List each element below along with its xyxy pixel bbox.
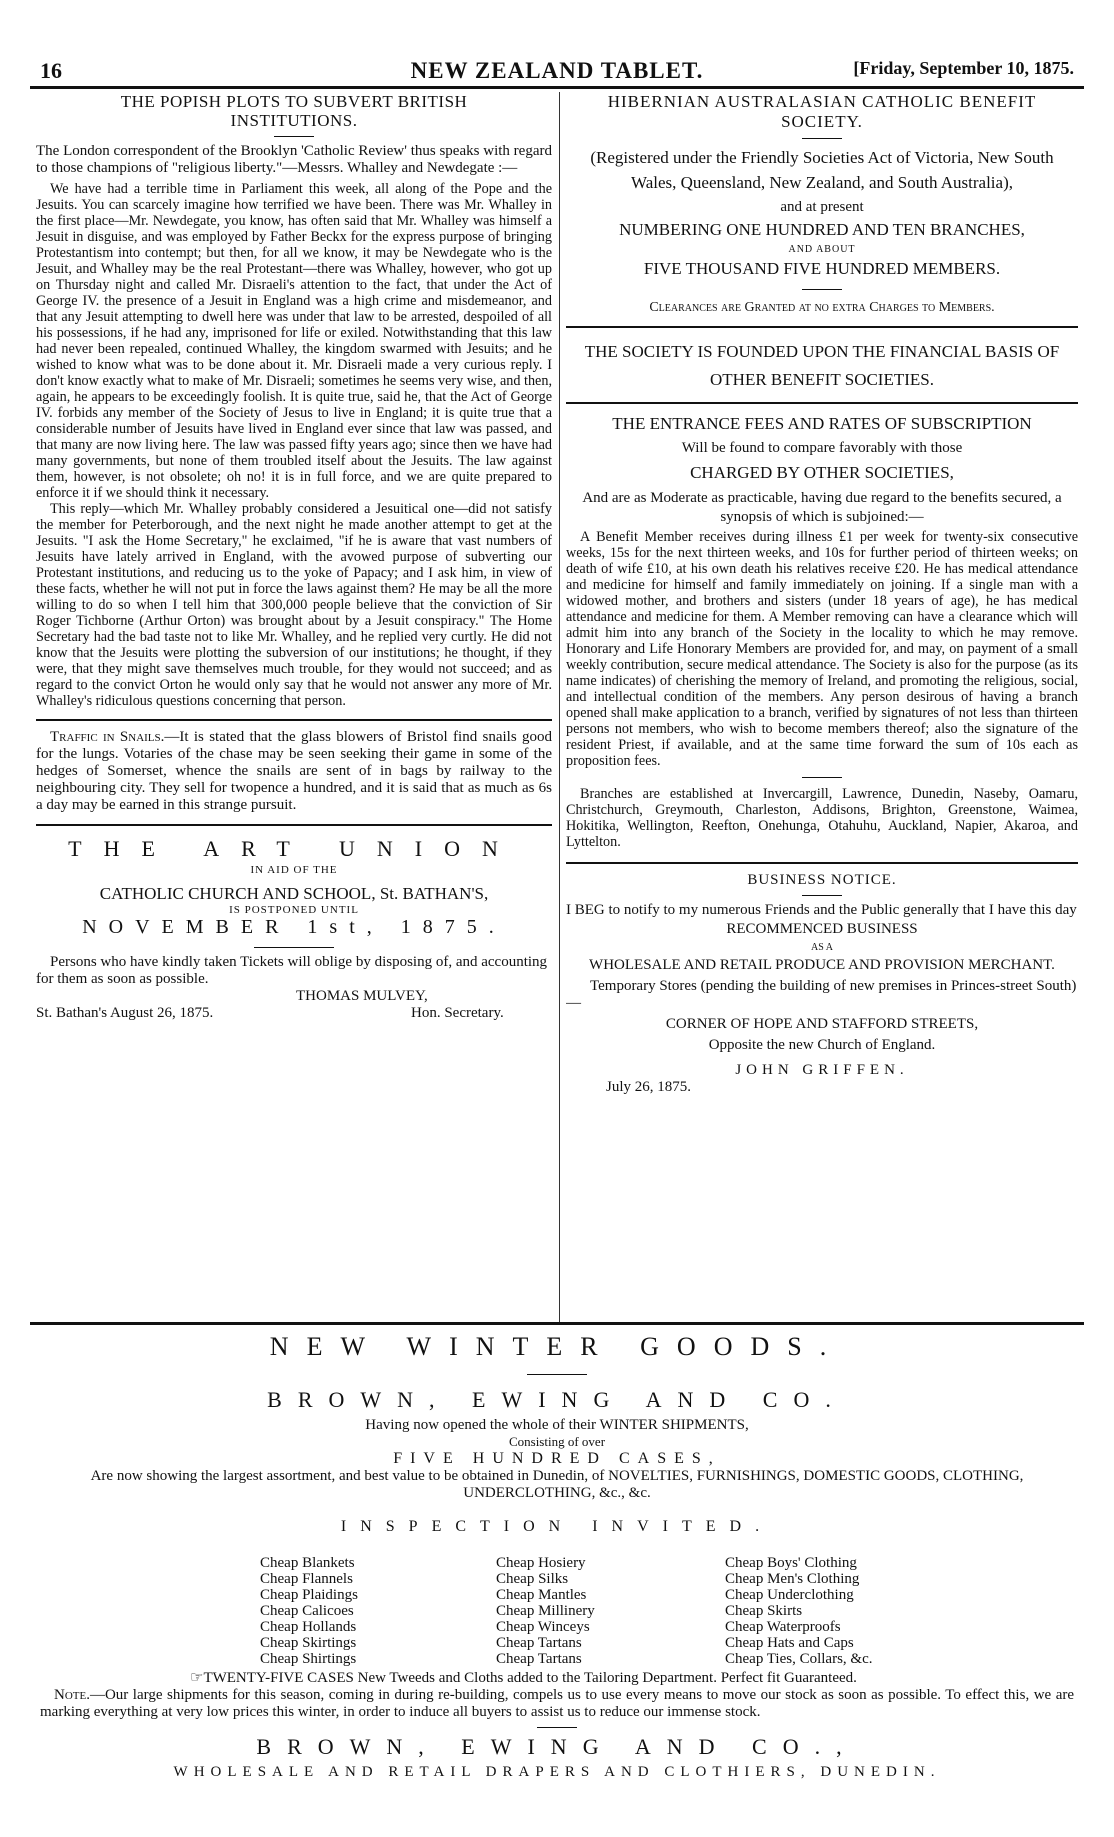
winter-firm-2: BROWN, EWING AND CO., bbox=[256, 1734, 858, 1759]
hibernian-compare: Will be found to compare favorably with those bbox=[681, 440, 963, 456]
business-intro: I BEG to notify to my numerous Friends and the Public generally that I have this day bbox=[566, 902, 1077, 918]
business-corner: CORNER OF HOPE AND STAFFORD STREETS, bbox=[665, 1016, 979, 1032]
business-notice-ad bbox=[566, 872, 1078, 1096]
pointing-hand-icon: ☞ bbox=[190, 1670, 204, 1686]
list-item: Cheap Hosiery bbox=[496, 1555, 586, 1571]
winter-note bbox=[40, 1687, 1074, 1721]
art-union-footer bbox=[36, 1005, 552, 1022]
list-item: Cheap Underclothing bbox=[725, 1587, 854, 1603]
winter-tweeds bbox=[40, 1670, 1074, 1687]
list-item: Cheap Hats and Caps bbox=[725, 1635, 854, 1651]
goods-column-2 bbox=[496, 1555, 706, 1667]
winter-consisting: Consisting of over bbox=[508, 1434, 606, 1449]
business-rule bbox=[566, 862, 1078, 864]
list-item: Cheap Men's Clothing bbox=[725, 1571, 860, 1587]
hibernian-moderate: And are as Moderate as practicable, having due regard to the benefits secured, a synopsis of which is subjoined:— bbox=[582, 490, 1062, 525]
hibernian-entrance: THE ENTRANCE FEES AND RATES OF SUBSCRIPTION bbox=[612, 414, 1032, 433]
hibernian-clearances: Clearances are Granted at no extra Charges to Members. bbox=[649, 300, 995, 315]
hibernian-rule-2 bbox=[566, 402, 1078, 404]
art-union-signer: THOMAS MULVEY, bbox=[296, 988, 428, 1004]
hibernian-founded: THE SOCIETY IS FOUNDED UPON THE FINANCIAL BASIS OF OTHER BENEFIT SOCIETIES. bbox=[584, 342, 1060, 389]
business-signer: JOHN GRIFFEN. bbox=[735, 1062, 909, 1078]
winter-separator bbox=[527, 1374, 587, 1375]
list-item: Cheap Skirts bbox=[725, 1603, 803, 1619]
art-union-place-date: St. Bathan's August 26, 1875. bbox=[36, 1005, 214, 1021]
list-item: Cheap Millinery bbox=[496, 1603, 595, 1619]
art-union-postponed: IS POSTPONED UNTIL bbox=[229, 904, 359, 916]
article-rule bbox=[36, 719, 552, 721]
business-as-a: AS A bbox=[811, 942, 833, 953]
list-item: Cheap Ties, Collars, &c. bbox=[725, 1651, 873, 1667]
hibernian-separator-2 bbox=[802, 289, 842, 290]
winter-note-lead: Note. bbox=[54, 1687, 90, 1703]
snails-lead: Traffic in Snails. bbox=[50, 729, 165, 745]
popish-title: THE POPISH PLOTS TO SUBVERT BRITISH INSTITUTIONS. bbox=[120, 92, 468, 130]
hibernian-and-about: AND ABOUT bbox=[788, 244, 856, 255]
winter-cases: FIVE HUNDRED CASES, bbox=[393, 1450, 721, 1467]
list-item: Cheap Waterproofs bbox=[725, 1619, 841, 1635]
business-trade: WHOLESALE AND RETAIL PRODUCE AND PROVISION MERCHANT. bbox=[589, 957, 1055, 973]
business-date: July 26, 1875. bbox=[606, 1079, 692, 1095]
title-separator bbox=[274, 136, 314, 137]
list-item: Cheap Flannels bbox=[260, 1571, 353, 1587]
hibernian-body: A Benefit Member receives during illness £1 per week for twenty-six consecutive weeks, 15s for the next thirteen weeks, and 10s for further period of thirteen weeks; on death of wife £10, at his own death his relatives receive £20. He has medical attendance and medicine for himself and family immediately on joining. If a single man with a widowed mother, and brothers and sisters (under 18 years of age), he has medical attendance and medicine for them. A Member removing can have a clearance which will admit him into any branch of the Society in the locality to which he may remove. Honorary and Life Honorary Members are provided for, and may, on payment of a small weekly contribution, secure medical attendance. The Society is also for the purpose (as its name indicates) of cherishing the memory of Ireland, and promoting the religious, social, and intellectual condition of the members. Any person desirous of having a branch opened shall make application to a branch, verified by signatures of not less than thirteen persons not members, who wish to become members thereof; also the signature of the resident Priest, if available, and at the same time forward the sum of 10s each as proposition fees. bbox=[566, 529, 1078, 769]
list-item: Cheap Skirtings bbox=[260, 1635, 357, 1651]
art-union-aid: IN AID OF THE bbox=[250, 864, 338, 876]
goods-column-1 bbox=[260, 1555, 470, 1667]
winter-showing: Are now showing the largest assortment, and best value to be obtained in Dunedin, of NOVELTIES, FURNISHINGS, DOMESTIC GOODS, CLOTHING, UNDERCLOTHING, &c., &c. bbox=[90, 1468, 1024, 1501]
list-item: Cheap Hollands bbox=[260, 1619, 357, 1635]
list-item: Cheap Boys' Clothing bbox=[725, 1555, 857, 1571]
popish-intro: The London correspondent of the Brooklyn 'Catholic Review' thus speaks with regard to those champions of "religious liberty."—Messrs. Whalley and Newdegate :— bbox=[36, 143, 552, 176]
art-union-separator bbox=[254, 947, 334, 948]
hibernian-at-present: and at present bbox=[780, 199, 864, 215]
hibernian-charged: CHARGED BY OTHER SOCIETIES, bbox=[690, 463, 954, 482]
snails-text: —It is stated that the glass blowers of Bristol find snails good for the lungs. Votaries of the chase may be seen seeking their game in some of the hedges of Somerset, whence the snails are sent of in bags by railway to the neighbouring city. They sell for twopence a hundred, and it is said that as much as 6s a day may be earned in this strange pursuit. bbox=[36, 729, 552, 813]
hibernian-branch-list: Branches are established at Invercargill, Lawrence, Dunedin, Naseby, Oamaru, Christchurch, Greymouth, Charleston, Addisons, Brighton, Greenstone, Waimea, Hokitika, Wellington, Reefton, Onehunga, Otahuhu, Auckland, Napier, Akaroa, and Lyttelton. bbox=[566, 786, 1078, 850]
winter-firm: BROWN, EWING AND CO. bbox=[267, 1387, 847, 1412]
business-recommenced: RECOMMENCED BUSINESS bbox=[726, 921, 918, 937]
popish-paragraph-2: This reply—which Mr. Whalley probably considered a Jesuitical one—did not satisfy the member for Peterborough, and the next night he made another attempt to get at the Jesuits. "I ask the Home Secretary," he exclaimed, "if he is aware that vast numbers of Jesuits have lately arrived in England, with the avowed purpose of subverting our Protestant institutions, and reducing us to the yoke of Papacy; and I ask him, in view of these facts, whether he will not put in force the laws against them? He may be all the more willing to do so when I tell him that 300,000 people believe that the conviction of Sir Roger Tichborne (Arthur Orton) was brought about by a Jesuit conspiracy." The Home Secretary had the bad taste not to like Mr. Whalley, and he replied very curtly. He did not know that the Jesuits were plotting the subversion of our institutions; he thought, if they were, that they might save themselves much trouble, for they would not succeed; and as regard to the convict Orton he would only say that he would not answer any more of Mr. Whalley's ridiculous questions concerning that person. bbox=[36, 501, 552, 709]
art-union-role: Hon. Secretary. bbox=[411, 1005, 504, 1021]
list-item: Cheap Mantles bbox=[496, 1587, 587, 1603]
winter-title: NEW WINTER GOODS. bbox=[269, 1332, 845, 1361]
hibernian-separator bbox=[802, 138, 842, 139]
art-union-ad bbox=[36, 836, 552, 1022]
list-item: Cheap Shirtings bbox=[260, 1651, 357, 1667]
art-union-date: NOVEMBER 1st, 1875. bbox=[82, 916, 506, 938]
hibernian-members: FIVE THOUSAND FIVE HUNDRED MEMBERS. bbox=[643, 259, 1001, 278]
goods-column-3 bbox=[725, 1555, 935, 1667]
page-number: 16 bbox=[40, 58, 62, 83]
list-item: Cheap Plaidings bbox=[260, 1587, 358, 1603]
snails-paragraph bbox=[36, 729, 552, 814]
winter-goods-ad bbox=[40, 1332, 1074, 1536]
winter-separator-2 bbox=[537, 1727, 577, 1728]
winter-tweeds-text: TWENTY-FIVE CASES New Tweeds and Cloths added to the Tailoring Department. Perfect fit Guaranteed. bbox=[203, 1670, 857, 1686]
hibernian-separator-3 bbox=[802, 777, 842, 778]
hibernian-branches: NUMBERING ONE HUNDRED AND TEN BRANCHES, bbox=[619, 220, 1025, 239]
right-column bbox=[566, 92, 1078, 1096]
winter-inspection: INSPECTION INVITED. bbox=[340, 1518, 774, 1535]
masthead: NEW ZEALAND TABLET. bbox=[410, 58, 704, 83]
list-item: Cheap Calicoes bbox=[260, 1603, 354, 1619]
header-rule bbox=[30, 86, 1084, 89]
business-opposite: Opposite the new Church of England. bbox=[708, 1037, 936, 1053]
art-union-notice: Persons who have kindly taken Tickets will oblige by disposing of, and accounting for them as soon as possible. bbox=[36, 954, 548, 987]
winter-having: Having now opened the whole of their WINTER SHIPMENTS, bbox=[365, 1417, 749, 1433]
list-item: Cheap Tartans bbox=[496, 1651, 582, 1667]
winter-drapers: WHOLESALE AND RETAIL DRAPERS AND CLOTHIERS, DUNEDIN. bbox=[173, 1764, 941, 1780]
business-temporary: Temporary Stores (pending the building of new premises in Princes-street South)— bbox=[566, 978, 1077, 1011]
ad-rule bbox=[36, 824, 552, 826]
hibernian-registered: (Registered under the Friendly Societies Act of Victoria, New South Wales, Queensland, New Zealand, and South Australia), bbox=[590, 148, 1054, 192]
column-divider bbox=[559, 92, 560, 1322]
left-column bbox=[36, 92, 552, 1022]
business-title: BUSINESS NOTICE. bbox=[747, 872, 897, 888]
page-header bbox=[40, 58, 1074, 84]
issue-date: [Friday, September 10, 1875. bbox=[853, 58, 1074, 78]
winter-footer bbox=[40, 1670, 1074, 1781]
list-item: Cheap Blankets bbox=[260, 1555, 355, 1571]
art-union-title: THE ART UNION bbox=[68, 836, 520, 861]
list-item: Cheap Silks bbox=[496, 1571, 569, 1587]
winter-note-text: —Our large shipments for this season, coming in during re-building, compels us to use every means to move our stock as soon as possible. To effect this, we are marking everything at very low prices this winter, in order to induce all buyers to assist us to reduce our immense stock. bbox=[40, 1687, 1074, 1720]
list-item: Cheap Winceys bbox=[496, 1619, 590, 1635]
hibernian-title: HIBERNIAN AUSTRALASIAN CATHOLIC BENEFIT SOCIETY. bbox=[607, 92, 1037, 131]
hibernian-rule bbox=[566, 326, 1078, 328]
art-union-church: CATHOLIC CHURCH AND SCHOOL, St. BATHAN'S, bbox=[99, 884, 489, 903]
business-separator bbox=[802, 895, 842, 896]
list-item: Cheap Tartans bbox=[496, 1635, 582, 1651]
popish-paragraph-1: We have had a terrible time in Parliament this week, all along of the Pope and the Jesuits. You can scarcely imagine how terrified we have been. There was Mr. Whalley in the first place—Mr. Newdegate, you know, has often said that Mr. Whalley was himself a Jesuit in disguise, and was employed by Father Beckx for the express purpose of bringing Protestantism into contempt; but then, for all we know, it may be Newdegate who is the Jesuit, and Whalley may be the real Protestant—there was Whalley, however, who got up on Thursday night and called Mr. Disraeli's attention to the fact, that under the Act of George IV. the presence of a Jesuit in England was a high crime and misdemeanor, and that any Jesuit attempting to dwell here was under that law to be arrested, despoiled of all his possessions, if he had any, imprisoned for life or exiled. Notwithstanding that this law had never been repealed, continued Whalley, the kingdom swarmed with Jesuits; and he wished to know what was to be done about it. Mr. Disraeli made a very curious reply. I don't know exactly what to make of Mr. Disraeli; sometimes he seems very wise, and then, again, he appears to be exceedingly foolish. It is quite true, said he, that the Act of George IV. forbids any member of the Society of Jesus to live in England; it is quite true that a considerable number of Jesuits have lived in England ever since that law was passed, and that many are now living here. The law was passed fifty years ago; since then we have had many governments, but none of them troubled itself about the Jesuits. The law against them, however, is not obsolete; oh no! it is in full force, and we are quite prepared to enforce it if we should think it necessary. bbox=[36, 181, 552, 501]
winter-top-rule bbox=[30, 1322, 1084, 1325]
